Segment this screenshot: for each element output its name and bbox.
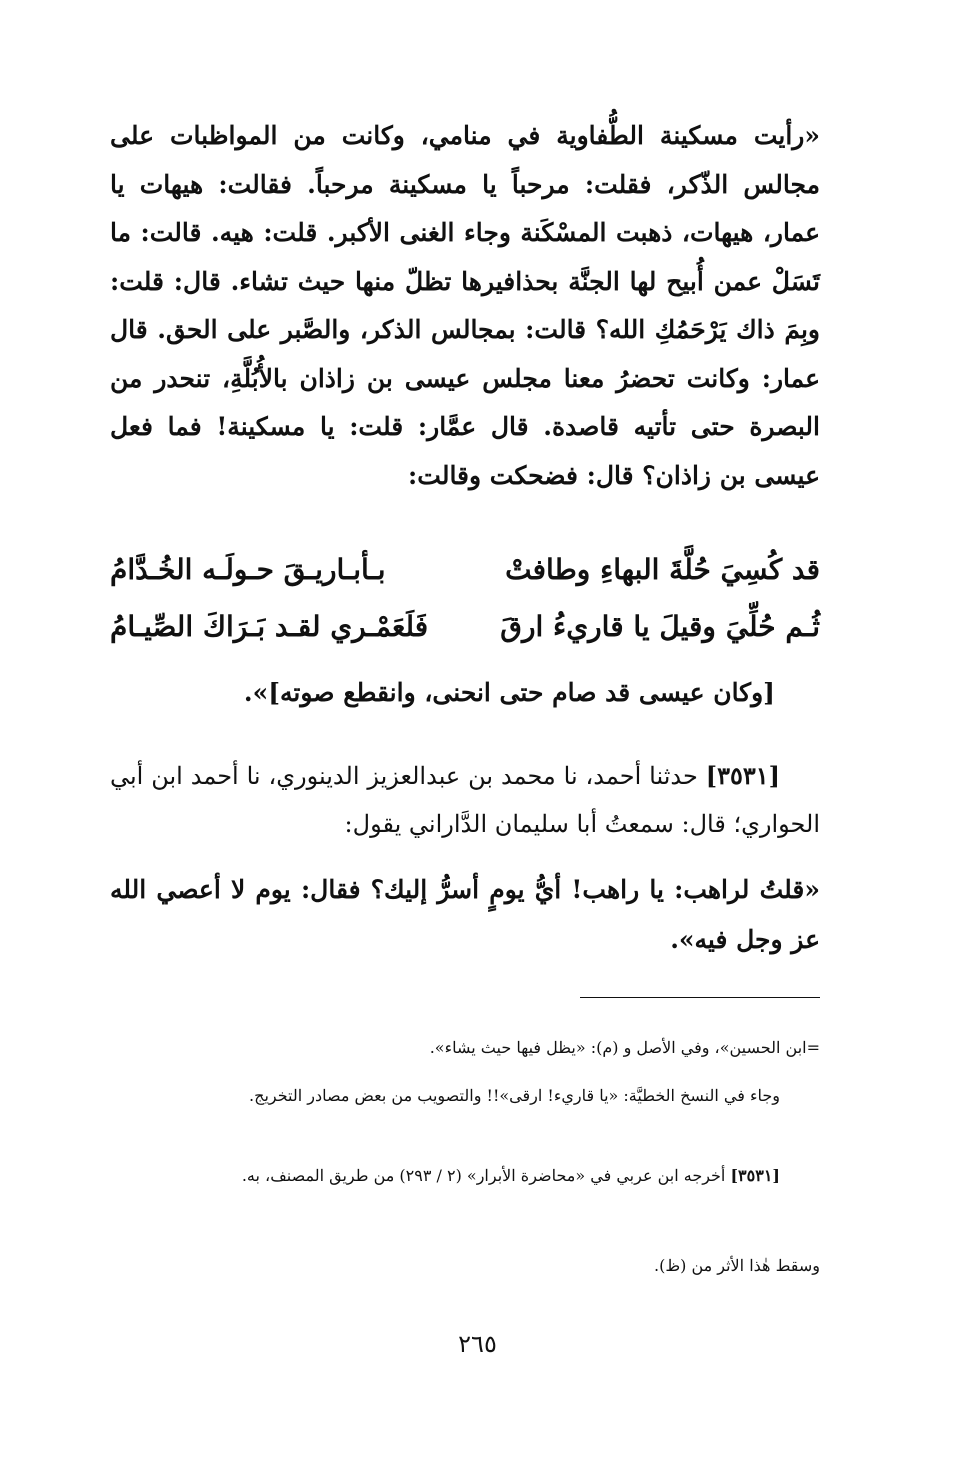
footnote-3 [110,1158,820,1194]
footnote-1: =ابن الحسين»، وفي الأصل و (م): «يظل فيها حيث يشاء». [429,1038,820,1057]
footnote-3-text: أخرجه ابن عربي في «محاضرة الأبرار» (٢ / ٢٩٣) من طريق المصنف، به. [241,1166,726,1185]
footnote-4: وسقط هٰذا الأثر من (ظ). [653,1256,820,1275]
report-number: [٣٥٣١] [705,761,780,790]
quote-paragraph: «قلتُ لراهب: يا راهب! أيُّ يومٍ أسرُّ إليك؟ فقال: يوم لا أعصي الله عز وجل فيه». [110,875,820,954]
verse-2-second-hemistich: فَلَعَمْـري لقـد بَـرَاكَ الصِّيـامُ [110,610,429,643]
verse-2-first-hemistich: ثُـم حُلِّيَ وقيلَ يا قاريءُ ارقَ [500,610,820,643]
isnad-text: حدثنا أحمد، نا محمد بن عبدالعزيز الدينوري، نا أحمد ابن أبي الحواري؛ قال: سمعتُ أبا سليمان الدَّاراني يقول: [110,762,820,838]
footnote-2-text: وجاء في النسخ الخطيَّة: «يا قاريء! ارقى»!! والتصويب من بعض مصادر التخريج. [249,1086,780,1105]
footnote-2 [110,1078,820,1114]
verse-1-second-hemistich: بـأبـاريـقَ حـولَـه الخُـدَّامُ [110,553,386,586]
verse-1-first-hemistich: قد كُسِيَ حُلَّةَ البهاءِ وطافتْ [505,553,820,586]
page-number: ٢٦٥ [458,1330,497,1358]
footnote-separator [580,997,820,998]
isnad-paragraph [110,752,820,848]
main-paragraph: «رأيت مسكينة الطُّفاوية في منامي، وكانت من المواظبات على مجالس الذّكر، فقلت: مرحباً يا مسكينة مرحباً. فقالت: هيهات يا عمار، هيهات، ذهبت المسْكَنة وجاء الغنى الأكبر. قلت: هيه. قالت: ما تَسَلْ عمن أُبيح لها الجنَّة بحذافيرها تظلّ منها حيث تشاء. قال: قلت: وبِمَ ذاك يَرْحَمُكِ الله؟ قالت: بمجالس الذكر، والصَّبر على الحق. قال عمار: وكانت تحضرُ معنا مجلس عيسى بن زاذان بالأُبُلَّةِ، تنحدر من البصرة حتى تأتيه قاصدة. قال عمَّار: قلت: يا مسكينة! فما فعل عيسى بن زاذان؟ قال: فضحكت وقالت: [110,121,820,490]
footnote-3-number: [٣٥٣١] [730,1166,780,1185]
after-poem-note: [وكان عيسى قد صام حتى انحنى، وانقطع صوته]». [243,678,775,707]
poem-verse-2 [110,610,820,666]
poem-verse-1 [110,553,820,609]
